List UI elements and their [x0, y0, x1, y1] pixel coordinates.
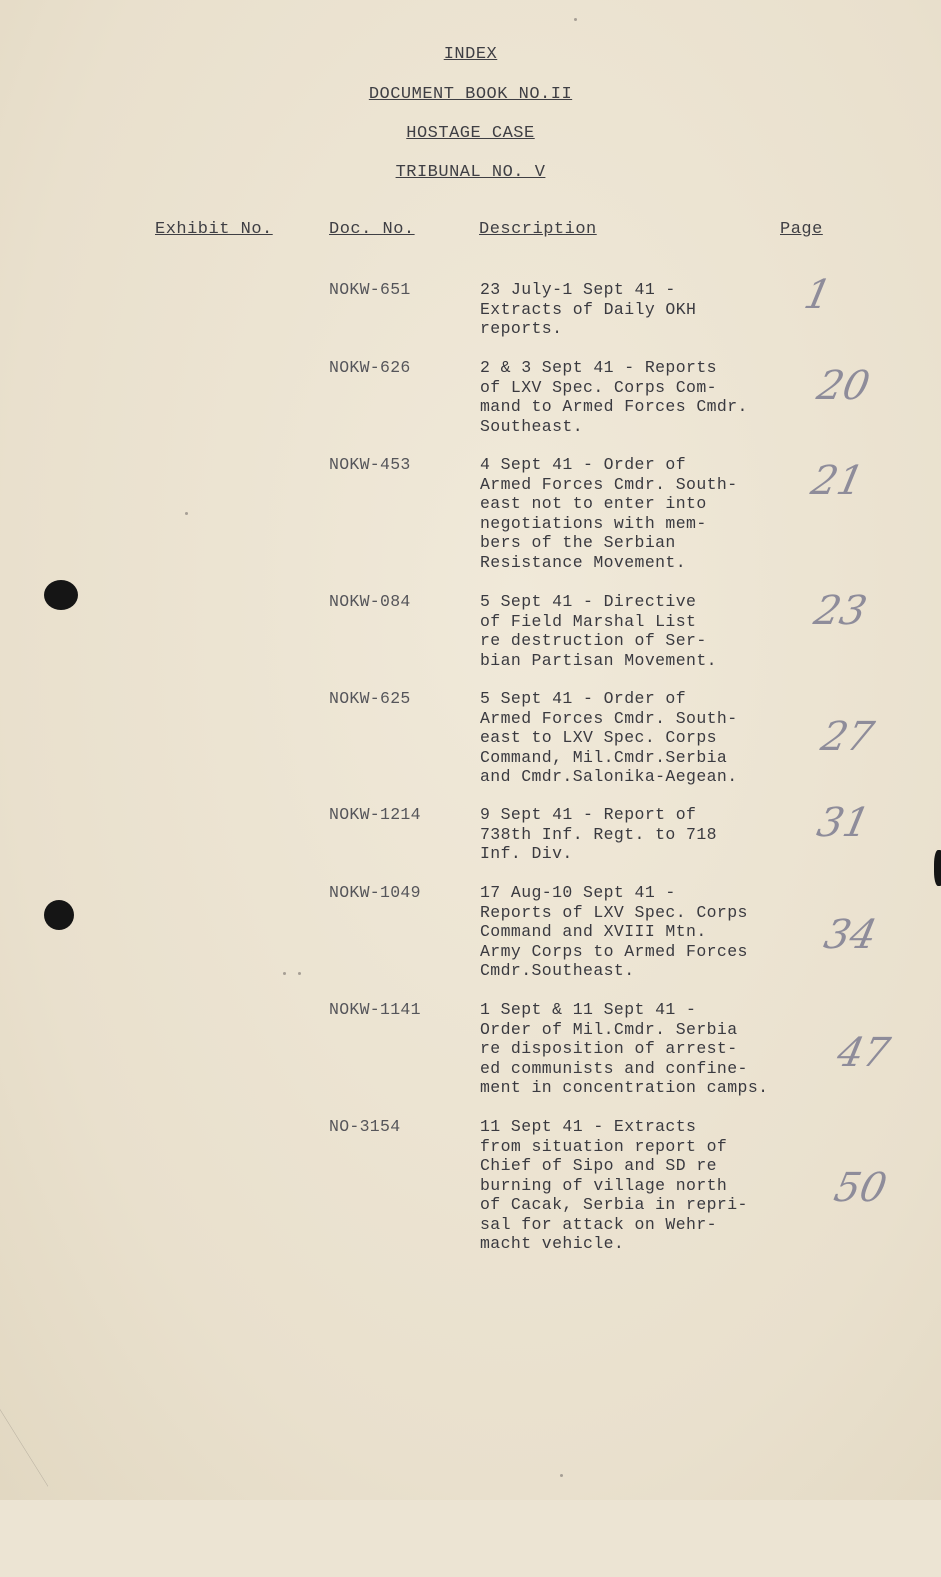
entry-doc-number: NOKW-625 [329, 689, 411, 708]
speck [298, 972, 301, 975]
document-book-title: DOCUMENT BOOK NO.II [368, 85, 573, 104]
entry-page-handwritten: 21 [807, 458, 868, 504]
entry-description: 5 Sept 41 - Directive of Field Marshal List re destruction of Ser- bian Partisan Movement. [480, 592, 717, 670]
entry-description: 17 Aug-10 Sept 41 - Reports of LXV Spec. Corps Command and XVIII Mtn. Army Corps to Armed Forces Cmdr.Southeast. [480, 883, 748, 980]
entry-page-handwritten: 27 [817, 714, 878, 760]
entry-doc-number: NOKW-084 [329, 592, 411, 611]
speck [185, 512, 188, 515]
edge-mark [934, 850, 941, 886]
index-title: INDEX [443, 45, 498, 64]
entry-doc-number: NOKW-1141 [329, 1000, 421, 1019]
speck [560, 1474, 563, 1477]
punch-hole-lower [44, 900, 74, 930]
entry-description: 23 July-1 Sept 41 - Extracts of Daily OKH reports. [480, 280, 697, 338]
case-title: HOSTAGE CASE [406, 124, 535, 143]
entry-doc-number: NOKW-651 [329, 280, 411, 299]
description-column-header: Description [479, 220, 597, 239]
exhibit-column-header: Exhibit No. [155, 220, 273, 239]
doc-column-header: Doc. No. [329, 220, 415, 239]
entry-doc-number: NOKW-626 [329, 358, 411, 377]
speck [574, 18, 577, 21]
entry-description: 11 Sept 41 - Extracts from situation report of Chief of Sipo and SD re burning of village north of Cacak, Serbia in repri- sal for attack on Wehr- macht vehicle. [480, 1117, 748, 1253]
speck [283, 972, 286, 975]
entry-description: 2 & 3 Sept 41 - Reports of LXV Spec. Corps Com- mand to Armed Forces Cmdr. Southeast. [480, 358, 748, 436]
entry-doc-number: NO-3154 [329, 1117, 401, 1136]
corner-fold [0, 1409, 48, 1577]
entry-doc-number: NOKW-1214 [329, 805, 421, 824]
entry-page-handwritten: 34 [820, 912, 881, 958]
punch-hole-upper [44, 580, 78, 610]
entry-page-handwritten: 23 [810, 588, 871, 634]
entry-doc-number: NOKW-453 [329, 455, 411, 474]
entry-page-handwritten: 50 [830, 1165, 891, 1211]
entry-page-handwritten: 47 [833, 1030, 894, 1076]
entry-doc-number: NOKW-1049 [329, 883, 421, 902]
entry-description: 5 Sept 41 - Order of Armed Forces Cmdr. South- east to LXV Spec. Corps Command, Mil.Cmdr.Serbia and Cmdr.Salonika-Aegean. [480, 689, 738, 786]
page-column-header: Page [780, 220, 823, 239]
entry-description: 1 Sept & 11 Sept 41 - Order of Mil.Cmdr. Serbia re disposition of arrest- ed communists and confine- ment in concentration camps. [480, 1000, 769, 1097]
entry-page-handwritten: 20 [813, 363, 874, 409]
entry-page-handwritten: 1 [800, 272, 836, 318]
entry-description: 9 Sept 41 - Report of 738th Inf. Regt. to 718 Inf. Div. [480, 805, 717, 863]
entry-description: 4 Sept 41 - Order of Armed Forces Cmdr. South- east not to enter into negotiations with mem- bers of the Serbian Resistance Movement. [480, 455, 738, 572]
entry-page-handwritten: 31 [813, 800, 874, 846]
tribunal-title: TRIBUNAL NO. V [395, 163, 546, 182]
